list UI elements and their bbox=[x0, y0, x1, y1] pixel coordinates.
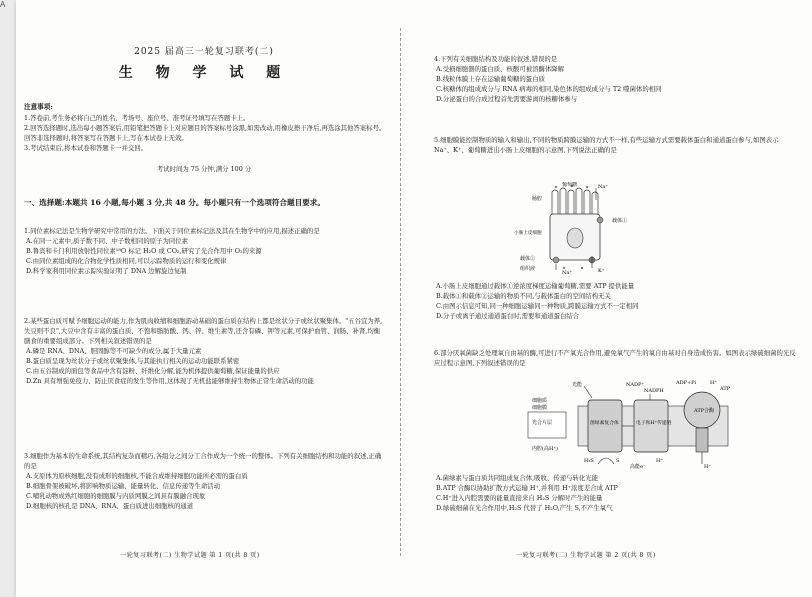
fig1-label: K⁺ bbox=[598, 268, 605, 274]
option-b: B.鲁宾和卡门利用放射性同位素¹⁸O 标记 H₂O 或 CO₂,研究了光合作用中 O₂的来源 bbox=[26, 246, 262, 255]
fig1-label: 载体① bbox=[612, 218, 628, 224]
fig1-label: Na⁺ bbox=[562, 270, 572, 274]
fig1-label: 小肠上皮细胞 bbox=[514, 231, 542, 236]
question-5 bbox=[434, 136, 796, 156]
option-a: A.小肠上皮细胞通过载体①逆浓度梯度运输葡萄糖,需要 ATP 提供能量 bbox=[436, 282, 635, 290]
fig2-label: 菌绿素复合体 bbox=[590, 421, 619, 426]
question-1 bbox=[24, 227, 386, 277]
fig2-label: 电子和H⁺传递链 bbox=[636, 421, 672, 426]
question-6-options bbox=[434, 474, 796, 514]
fig2-label: NADP⁺ bbox=[626, 382, 644, 388]
right-column bbox=[416, 0, 798, 597]
corner-mark: A bbox=[0, 0, 6, 9]
fig2-label: H⁺ bbox=[656, 458, 663, 464]
intestinal-cell-figure bbox=[512, 182, 662, 274]
option-d: D.分子或离子通过通道蛋白时,需要和通道蛋白结合 bbox=[436, 311, 580, 320]
question-stem: 1.同位素标记法是生物学研究中常用的方法。下面关于同位素标记法及其在生物学中的应用,描述正确的是 bbox=[24, 227, 320, 235]
fig2-label: 细胞质 bbox=[532, 398, 548, 404]
option-c: C.核糖体的组成成分与 RNA 病毒的相同,染色体的组成成分与 T2 噬菌体的相同 bbox=[436, 84, 662, 93]
question-4 bbox=[434, 55, 796, 105]
fig2-label: H₂S bbox=[584, 458, 594, 464]
page-footer-right: 一轮复习联考(二) 生物学试题 第 2 页(共 8 页) bbox=[516, 552, 656, 559]
question-2 bbox=[24, 317, 386, 386]
option-b: B.载体①和载体②运输的物质不同,与载体蛋白的空间结构无关 bbox=[436, 291, 611, 300]
notice-item: 2.回答选择题时,选出每小题答案后,用铅笔把答题卡上对应题目的答案标号涂黑,如需改动,用橡皮擦干净后,再选涂其他答案标号。回答非选择题时,将答案写在答题卡上,写在本试卷上无效。 bbox=[24, 123, 386, 142]
option-b: B.细胞骨架被破坏,将影响物质运输、能量转化、信息传递等生命活动 bbox=[26, 481, 221, 490]
fig2-label: 光合片层 bbox=[532, 420, 553, 426]
fig2-label: NADPH bbox=[644, 388, 664, 394]
option-c: C.H⁺进入内腔需要的能量直接来自 H₂S 分解时产生的能量 bbox=[436, 493, 603, 502]
fig1-label: Na⁺ bbox=[598, 184, 608, 190]
left-column bbox=[20, 0, 388, 597]
notice-list bbox=[24, 114, 386, 154]
option-a: A.受损细胞器的蛋白质、核酸可被溶酶体降解 bbox=[436, 64, 565, 73]
exam-time-line: 考试时间为 75 分钟,满分 100 分 bbox=[156, 165, 252, 173]
question-stem: 6.部分厌氧菌缺乏处理氧自由基的酶,可进行不产氧光合作用,避免氧气产生的氧自由基对自身造成伤害。如图表示绿硫细菌的光反应过程示意图,下列叙述错误的是 bbox=[434, 349, 796, 367]
option-d: D.科学家利用同位素示踪实验证明了 DNA 边解旋边复制 bbox=[26, 266, 187, 275]
fig2-label: ATP bbox=[720, 386, 731, 392]
option-c: C.由图示信息可知,同一种细胞运输同一种物质,跨膜运输方式不一定相同 bbox=[436, 301, 639, 310]
section-one-heading: 一、选择题:本题共 16 小题,每小题 3 分,共 48 分。每小题只有一个选项符合题目要求。 bbox=[24, 198, 325, 207]
question-6 bbox=[434, 349, 796, 369]
fig2-label: 内腔(高H⁺) bbox=[532, 446, 558, 452]
exam-subject: 生 物 学 试 题 bbox=[118, 65, 290, 81]
fig1-label: 肠腔 bbox=[532, 196, 543, 202]
option-b: B.线粒体膜上存在运输葡萄糖的蛋白质 bbox=[436, 74, 545, 83]
option-d: D.绿硫细菌在光合作用中,H₂S 代替了 H₂O,产生 S,不产生氧气 bbox=[436, 503, 613, 512]
option-a: A.菌绿素与蛋白质共同组成复合体,吸收、传递与转化光能 bbox=[436, 474, 599, 482]
question-stem: 4.下列有关细胞结构及功能的叙述,错误的是 bbox=[434, 55, 558, 63]
option-a: A.磷是 RNA、DNA、胆固醇等不可缺少的成分,属于大量元素 bbox=[26, 346, 202, 355]
option-c: C.哺乳动物成熟红细胞的细胞膜与内质网膜之间具有膜融合现象 bbox=[26, 491, 206, 500]
fig2-label: H⁺ bbox=[710, 380, 717, 386]
notice-title: 注意事项: bbox=[24, 103, 53, 111]
fig2-label: 高能e⁻ bbox=[630, 464, 646, 470]
column-divider bbox=[400, 28, 401, 556]
fig2-label: 细胞膜 bbox=[532, 405, 548, 411]
exam-paper bbox=[16, 0, 812, 597]
option-b: B.ATP 合酶以协助扩散方式运输 H⁺,并利用 H⁺浓度差合成 ATP bbox=[436, 483, 618, 492]
option-d: D.细胞核的核孔是 DNA、RNA、蛋白质进出细胞核的通道 bbox=[26, 501, 194, 510]
fig2-label: 光能 bbox=[572, 382, 583, 388]
light-reaction-figure bbox=[526, 378, 736, 470]
option-d: D.分泌蛋白的合成过程首先需要游离的核糖体参与 bbox=[436, 94, 578, 103]
fig1-label: 葡萄糖 bbox=[562, 182, 578, 188]
fig2-label: ADP+Pi bbox=[676, 380, 697, 386]
question-5-options bbox=[434, 282, 796, 322]
fig1-label: 组织液 bbox=[520, 266, 536, 272]
notice-item: 1.答卷前,考生务必将自己的姓名、考场号、座位号、准考证号填写在答题卡上。 bbox=[24, 114, 250, 122]
page-footer-left: 一轮复习联考(二) 生物学试题 第 1 页(共 8 页) bbox=[120, 552, 260, 559]
fig2-label: H⁺ bbox=[704, 464, 711, 470]
fig2-label: ATP合酶 bbox=[694, 408, 715, 414]
option-d: D.Zn 具有增强免疫力、防止厌食症的发生等作用,这体现了无机盐能够维持生物体正常生命活动的功能 bbox=[26, 376, 314, 385]
option-c: C.由五谷制成的面包等食品中含有淀粉、纤维化分解,能为机体提供葡萄糖,保证能量的供应 bbox=[26, 366, 280, 375]
question-stem: 3.细胞作为基本的生命系统,其结构复杂而精巧,各组分之间分工合作成为一个统一的整体。下列有关细胞结构和功能的叙述,正确的是 bbox=[24, 452, 382, 470]
question-stem: 2.某些蛋白质可赋予细胞运动的能力,作为肌肉收缩和细胞游动基础的蛋白质在结构上都是丝状分子或丝状聚集体。"五谷宜为养,失豆则不良",大豆中含有丰富的蛋白质、不饱和脂肪酸、钙、锌、维生素等,还含有磷、钾等元素,可保护血管、润肠、补肾,均衡膳食的重要组成部分。下列相关叙述错误的是 bbox=[24, 317, 383, 345]
option-a: A.支原体为原核细胞,没有成形的细胞核,不能合成维持细胞功能所必需的蛋白质 bbox=[26, 471, 248, 480]
question-3 bbox=[24, 452, 386, 512]
fig2-label: S bbox=[616, 458, 620, 464]
notice-item: 3.考试结束后,将本试卷和答题卡一并交回。 bbox=[24, 143, 148, 152]
option-b: B.蛋白质呈现为丝状分子或丝状聚集体,与其能执行相关的运动功能联系紧密 bbox=[26, 356, 240, 365]
option-a: A.在同一元素中,质子数不同、中子数相同的原子为同位素 bbox=[26, 236, 189, 245]
exam-title: 2025 届高三一轮复习联考(二) bbox=[134, 47, 274, 57]
question-stem: 5.细胞膜能控制物质的输入和输出,不同的物质跨膜运输的方式不一样,有些运输方式需要载体蛋白和通道蛋白参与,如图表示 Na⁺、K⁺、葡萄糖进出小肠上皮细胞的示意图,下列说法正确的是 bbox=[434, 136, 779, 154]
fig1-label: 载体② bbox=[520, 256, 536, 262]
option-c: C.由同位素组成的化合物化学性质相同,可以示踪物质的运行和变化规律 bbox=[26, 256, 227, 265]
